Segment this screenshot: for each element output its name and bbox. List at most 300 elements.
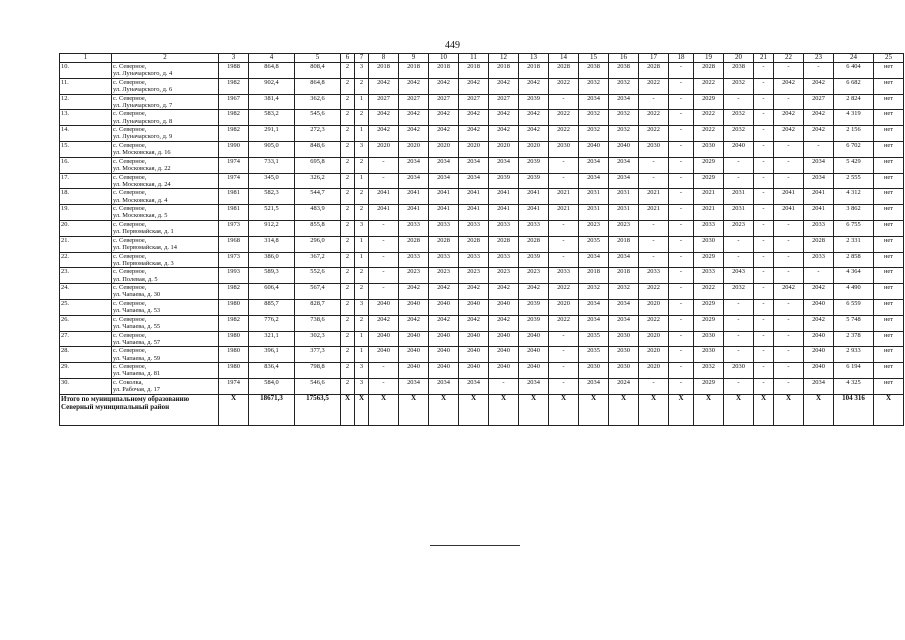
repair-year-cell: 2040	[429, 363, 459, 379]
entrances-cell: 1	[355, 252, 369, 268]
repair-year-cell: 2020	[489, 141, 519, 157]
repair-year-cell: 2041	[429, 205, 459, 221]
repair-year-cell: 2032	[579, 78, 609, 94]
total-area-sum-cell: 18671,3	[249, 394, 295, 425]
total-area-cell: 864,8	[249, 63, 295, 79]
repair-year-cell: -	[754, 220, 774, 236]
row-number-cell: 28.	[60, 347, 112, 363]
repair-year-cell: -	[669, 331, 694, 347]
year-built-cell: 1974	[219, 173, 249, 189]
flag-cell: нет	[874, 205, 904, 221]
repair-year-cell: -	[669, 268, 694, 284]
row-number-cell: 21.	[60, 236, 112, 252]
repair-year-cell: 2032	[724, 284, 754, 300]
address-cell	[112, 205, 219, 221]
repair-year-cell: 2033	[694, 220, 724, 236]
repair-year-cell: 2033	[804, 220, 834, 236]
repair-year-cell: 2022	[549, 110, 579, 126]
entrances-cell: 2	[355, 78, 369, 94]
table-row	[60, 236, 904, 252]
total-entrances-cell: X	[355, 394, 369, 425]
table-row	[60, 378, 904, 394]
year-built-cell: 1982	[219, 284, 249, 300]
repair-year-cell: -	[804, 141, 834, 157]
repair-year-cell: 2021	[549, 189, 579, 205]
total-repair-cell: X	[639, 394, 669, 425]
repair-year-cell: 2035	[579, 236, 609, 252]
flag-cell: нет	[874, 126, 904, 142]
repair-year-cell: 2028	[519, 236, 549, 252]
repair-year-cell: -	[669, 141, 694, 157]
repair-year-cell: -	[669, 315, 694, 331]
repair-year-cell: 2040	[429, 331, 459, 347]
repair-year-cell: -	[489, 378, 519, 394]
repair-year-cell: 2033	[399, 220, 429, 236]
address-locality: с. Северное,	[113, 205, 147, 213]
repair-year-cell: 2040	[804, 331, 834, 347]
cost-cell: 2 824	[834, 94, 874, 110]
repair-year-cell: -	[639, 220, 669, 236]
address-cell	[112, 94, 219, 110]
address-cell	[112, 220, 219, 236]
repair-year-cell: 2034	[579, 315, 609, 331]
total-area-cell: 905,0	[249, 141, 295, 157]
repair-year-cell: 2038	[579, 63, 609, 79]
repair-year-cell: 2042	[399, 110, 429, 126]
address-cell	[112, 110, 219, 126]
repair-year-cell: 2023	[399, 268, 429, 284]
year-built-cell: 1974	[219, 157, 249, 173]
repair-year-cell: 2030	[694, 347, 724, 363]
repair-year-cell: 2028	[639, 63, 669, 79]
living-area-cell: 695,8	[295, 157, 341, 173]
repair-year-cell: 2042	[459, 284, 489, 300]
repair-year-cell: 2039	[519, 252, 549, 268]
repair-year-cell: 2018	[459, 63, 489, 79]
repair-year-cell: -	[639, 252, 669, 268]
repair-year-cell: -	[549, 220, 579, 236]
repair-year-cell: 2022	[639, 284, 669, 300]
repair-year-cell: 2042	[519, 110, 549, 126]
table-row	[60, 347, 904, 363]
repair-year-cell: 2020	[639, 363, 669, 379]
repair-year-cell: 2042	[459, 78, 489, 94]
repair-year-cell: 2030	[694, 236, 724, 252]
repair-year-cell: 2034	[804, 157, 834, 173]
repair-year-cell: 2042	[519, 284, 549, 300]
address-street: ул. Первомайская, д. 14	[113, 244, 177, 252]
repair-year-cell: -	[754, 236, 774, 252]
total-area-cell: 902,4	[249, 78, 295, 94]
total-repair-cell: X	[754, 394, 774, 425]
repair-year-cell: 2042	[804, 78, 834, 94]
repair-year-cell: -	[754, 347, 774, 363]
table-row	[60, 157, 904, 173]
cost-cell: 5 748	[834, 315, 874, 331]
address-cell	[112, 331, 219, 347]
row-number-cell: 11.	[60, 78, 112, 94]
repair-year-cell: 2042	[489, 78, 519, 94]
living-area-cell: 738,6	[295, 315, 341, 331]
repair-year-cell: 2022	[639, 78, 669, 94]
repair-year-cell: 2040	[804, 347, 834, 363]
repair-year-cell: 2042	[774, 110, 804, 126]
repair-year-cell: -	[774, 299, 804, 315]
total-repair-cell: X	[609, 394, 639, 425]
year-built-cell: 1980	[219, 363, 249, 379]
repair-year-cell: 2028	[549, 63, 579, 79]
repair-year-cell: -	[639, 157, 669, 173]
repair-year-cell: -	[774, 173, 804, 189]
repair-year-cell: 2033	[459, 220, 489, 236]
row-number-cell: 22.	[60, 252, 112, 268]
column-number-cell: 3	[219, 54, 249, 63]
row-number-cell: 23.	[60, 268, 112, 284]
repair-year-cell: 2020	[369, 141, 399, 157]
total-area-cell: 345,0	[249, 173, 295, 189]
repair-year-cell: 2042	[804, 315, 834, 331]
row-number-cell: 24.	[60, 284, 112, 300]
repair-year-cell: 2031	[609, 189, 639, 205]
repair-year-cell: 2042	[519, 126, 549, 142]
repair-year-cell: 2034	[489, 157, 519, 173]
repair-year-cell: 2041	[804, 189, 834, 205]
living-area-cell: 546,6	[295, 378, 341, 394]
repair-year-cell: 2038	[609, 63, 639, 79]
address-street: ул. Московская, д. 4	[113, 196, 168, 204]
year-built-cell: 1980	[219, 299, 249, 315]
repair-year-cell: 2042	[804, 110, 834, 126]
column-number-cell: 21	[754, 54, 774, 63]
repair-year-cell: 2023	[579, 220, 609, 236]
row-number-cell: 12.	[60, 94, 112, 110]
repair-year-cell: 2033	[694, 268, 724, 284]
address-cell	[112, 363, 219, 379]
repair-year-cell: 2022	[639, 315, 669, 331]
flag-cell: нет	[874, 94, 904, 110]
entrances-cell: 3	[355, 299, 369, 315]
repair-year-cell: -	[669, 205, 694, 221]
total-area-cell: 589,3	[249, 268, 295, 284]
repair-year-cell: 2032	[694, 363, 724, 379]
repair-year-cell: 2022	[549, 126, 579, 142]
repair-year-cell: -	[669, 236, 694, 252]
repair-year-cell: 2041	[489, 205, 519, 221]
repair-year-cell: 2041	[399, 205, 429, 221]
flag-cell: нет	[874, 315, 904, 331]
housing-table-container	[59, 53, 894, 426]
repair-year-cell: 2023	[429, 268, 459, 284]
repair-year-cell: 2033	[429, 220, 459, 236]
repair-year-cell: 2021	[694, 205, 724, 221]
repair-year-cell: 2022	[549, 315, 579, 331]
repair-year-cell: -	[754, 94, 774, 110]
cost-cell: 6 702	[834, 141, 874, 157]
cost-cell: 4 325	[834, 378, 874, 394]
total-repair-cell: X	[459, 394, 489, 425]
row-number-cell: 30.	[60, 378, 112, 394]
address-locality: с. Северное,	[113, 126, 147, 134]
address-street: ул. Луначарского, д. 7	[113, 101, 173, 109]
row-number-cell: 18.	[60, 189, 112, 205]
repair-year-cell: 2034	[429, 157, 459, 173]
repair-year-cell: 2023	[459, 268, 489, 284]
repair-year-cell: -	[369, 173, 399, 189]
repair-year-cell: 2040	[429, 347, 459, 363]
total-flag-cell: X	[874, 394, 904, 425]
repair-year-cell: -	[549, 236, 579, 252]
repair-year-cell: 2032	[579, 110, 609, 126]
repair-year-cell: -	[774, 236, 804, 252]
flag-cell: нет	[874, 252, 904, 268]
address-locality: с. Северное,	[113, 78, 147, 86]
repair-year-cell: 2039	[519, 299, 549, 315]
address-locality: с. Северное,	[113, 94, 147, 102]
cost-cell: 2 858	[834, 252, 874, 268]
repair-year-cell: -	[804, 268, 834, 284]
repair-year-cell: -	[639, 94, 669, 110]
repair-year-cell: -	[369, 268, 399, 284]
total-area-cell: 584,0	[249, 378, 295, 394]
repair-year-cell: -	[754, 189, 774, 205]
repair-year-cell: -	[724, 331, 754, 347]
repair-year-cell: 2040	[399, 363, 429, 379]
repair-year-cell: 2033	[489, 220, 519, 236]
repair-year-cell: 2032	[724, 110, 754, 126]
repair-year-cell: -	[754, 126, 774, 142]
total-repair-cell: X	[774, 394, 804, 425]
repair-year-cell: 2022	[549, 78, 579, 94]
cost-cell: 2 331	[834, 236, 874, 252]
repair-year-cell: 2040	[399, 299, 429, 315]
repair-year-cell: 2034	[579, 173, 609, 189]
repair-year-cell: -	[774, 252, 804, 268]
table-row	[60, 299, 904, 315]
repair-year-cell: 2040	[429, 299, 459, 315]
address-locality: с. Северное,	[113, 284, 147, 292]
flag-cell: нет	[874, 236, 904, 252]
address-locality: с. Северное,	[113, 268, 147, 276]
table-row	[60, 63, 904, 79]
repair-year-cell: 2033	[489, 252, 519, 268]
repair-year-cell: 2040	[579, 141, 609, 157]
column-number-cell: 14	[549, 54, 579, 63]
year-built-cell: 1990	[219, 141, 249, 157]
repair-year-cell: 2032	[579, 126, 609, 142]
repair-year-cell: 2042	[519, 78, 549, 94]
address-cell	[112, 189, 219, 205]
year-built-cell: 1982	[219, 315, 249, 331]
repair-year-cell: -	[669, 173, 694, 189]
year-built-cell: 1982	[219, 110, 249, 126]
repair-year-cell: 2034	[804, 173, 834, 189]
cost-cell: 6 755	[834, 220, 874, 236]
repair-year-cell: 2028	[429, 236, 459, 252]
entrances-cell: 3	[355, 63, 369, 79]
address-cell	[112, 157, 219, 173]
repair-year-cell: 2027	[399, 94, 429, 110]
table-row	[60, 78, 904, 94]
total-repair-cell: X	[549, 394, 579, 425]
repair-year-cell: 2034	[459, 157, 489, 173]
total-year-cell: X	[219, 394, 249, 425]
row-number-cell: 25.	[60, 299, 112, 315]
flag-cell: нет	[874, 331, 904, 347]
repair-year-cell: 2027	[429, 94, 459, 110]
repair-year-cell: 2021	[639, 189, 669, 205]
repair-year-cell: -	[754, 363, 774, 379]
repair-year-cell: -	[549, 378, 579, 394]
flag-cell: нет	[874, 378, 904, 394]
column-number-cell: 1	[60, 54, 112, 63]
repair-year-cell: 2040	[369, 347, 399, 363]
address-street: ул. Московская, д. 24	[113, 180, 171, 188]
table-body	[60, 63, 904, 426]
repair-year-cell: 2039	[519, 173, 549, 189]
repair-year-cell: 2032	[724, 78, 754, 94]
address-street: ул. Чапаева, д. 57	[113, 338, 161, 346]
repair-year-cell: 2022	[694, 110, 724, 126]
repair-year-cell: -	[724, 94, 754, 110]
column-number-cell: 13	[519, 54, 549, 63]
table-row	[60, 173, 904, 189]
repair-year-cell: -	[754, 315, 774, 331]
repair-year-cell: 2038	[724, 63, 754, 79]
total-repair-cell: X	[694, 394, 724, 425]
row-number-cell: 20.	[60, 220, 112, 236]
year-built-cell: 1974	[219, 378, 249, 394]
total-label-cell: Итого по муниципальному образованию Северный муниципальный район	[60, 394, 219, 425]
address-cell	[112, 299, 219, 315]
floors-cell: 2	[341, 63, 355, 79]
repair-year-cell: -	[669, 220, 694, 236]
row-number-cell: 26.	[60, 315, 112, 331]
address-street: ул. Первомайская, д. 1	[113, 228, 174, 236]
repair-year-cell: 2034	[579, 157, 609, 173]
cost-cell: 2 378	[834, 331, 874, 347]
repair-year-cell: -	[549, 157, 579, 173]
repair-year-cell: 2040	[369, 331, 399, 347]
year-built-cell: 1967	[219, 94, 249, 110]
floors-cell: 2	[341, 173, 355, 189]
address-cell	[112, 378, 219, 394]
repair-year-cell: 2032	[609, 126, 639, 142]
flag-cell: нет	[874, 157, 904, 173]
address-cell	[112, 252, 219, 268]
repair-year-cell: -	[549, 173, 579, 189]
repair-year-cell: 2039	[489, 173, 519, 189]
repair-year-cell: -	[724, 252, 754, 268]
flag-cell: нет	[874, 268, 904, 284]
year-built-cell: 1982	[219, 126, 249, 142]
column-number-cell: 22	[774, 54, 804, 63]
column-number-cell: 2	[112, 54, 219, 63]
repair-year-cell: -	[754, 268, 774, 284]
repair-year-cell: 2027	[369, 94, 399, 110]
repair-year-cell: -	[754, 157, 774, 173]
repair-year-cell: 2022	[694, 126, 724, 142]
repair-year-cell: 2042	[429, 284, 459, 300]
living-area-cell: 367,2	[295, 252, 341, 268]
total-area-cell: 836,4	[249, 363, 295, 379]
repair-year-cell: -	[724, 173, 754, 189]
repair-year-cell: 2020	[639, 299, 669, 315]
repair-year-cell: 2033	[804, 252, 834, 268]
repair-year-cell: 2040	[399, 347, 429, 363]
repair-year-cell: -	[669, 347, 694, 363]
repair-year-cell: 2042	[489, 315, 519, 331]
flag-cell: нет	[874, 63, 904, 79]
repair-year-cell: 2020	[459, 141, 489, 157]
repair-year-cell: 2041	[804, 205, 834, 221]
row-number-cell: 29.	[60, 363, 112, 379]
address-street: ул. Луначарского, д. 4	[113, 70, 173, 78]
repair-year-cell: -	[754, 284, 774, 300]
repair-year-cell: -	[669, 284, 694, 300]
address-locality: с. Северное,	[113, 363, 147, 371]
repair-year-cell: -	[774, 94, 804, 110]
repair-year-cell: 2022	[549, 284, 579, 300]
page-number: 449	[445, 40, 460, 51]
year-built-cell: 1993	[219, 268, 249, 284]
repair-year-cell: 2041	[519, 189, 549, 205]
cost-cell: 6 404	[834, 63, 874, 79]
repair-year-cell: 2018	[609, 268, 639, 284]
repair-year-cell: 2029	[694, 173, 724, 189]
repair-year-cell: 2040	[609, 141, 639, 157]
floors-cell: 2	[341, 252, 355, 268]
column-number-row	[60, 54, 904, 63]
repair-year-cell: -	[669, 299, 694, 315]
table-row	[60, 189, 904, 205]
address-locality: с. Северное,	[113, 173, 147, 181]
column-number-cell: 6	[341, 54, 355, 63]
address-street: ул. Чапаева, д. 59	[113, 354, 161, 362]
repair-year-cell: 2029	[694, 299, 724, 315]
column-number-cell: 11	[459, 54, 489, 63]
repair-year-cell: 2023	[489, 268, 519, 284]
living-area-cell: 483,9	[295, 205, 341, 221]
repair-year-cell: 2020	[429, 141, 459, 157]
floors-cell: 2	[341, 189, 355, 205]
repair-year-cell: 2018	[609, 236, 639, 252]
entrances-cell: 1	[355, 126, 369, 142]
flag-cell: нет	[874, 189, 904, 205]
repair-year-cell: 2042	[429, 315, 459, 331]
repair-year-cell: 2032	[579, 284, 609, 300]
repair-year-cell: -	[774, 363, 804, 379]
column-number-cell: 19	[694, 54, 724, 63]
repair-year-cell: -	[754, 141, 774, 157]
address-locality: с. Северное,	[113, 331, 147, 339]
repair-year-cell: 2040	[399, 331, 429, 347]
row-number-cell: 19.	[60, 205, 112, 221]
total-repair-cell: X	[724, 394, 754, 425]
floors-cell: 2	[341, 110, 355, 126]
floors-cell: 2	[341, 347, 355, 363]
living-area-cell: 848,6	[295, 141, 341, 157]
total-area-cell: 321,1	[249, 331, 295, 347]
address-cell	[112, 284, 219, 300]
address-locality: с. Северное,	[113, 189, 147, 197]
repair-year-cell: 2041	[369, 205, 399, 221]
entrances-cell: 1	[355, 173, 369, 189]
address-locality: с. Северное,	[113, 299, 147, 307]
repair-year-cell: -	[669, 363, 694, 379]
repair-year-cell: -	[669, 94, 694, 110]
address-cell	[112, 315, 219, 331]
repair-year-cell: -	[774, 157, 804, 173]
